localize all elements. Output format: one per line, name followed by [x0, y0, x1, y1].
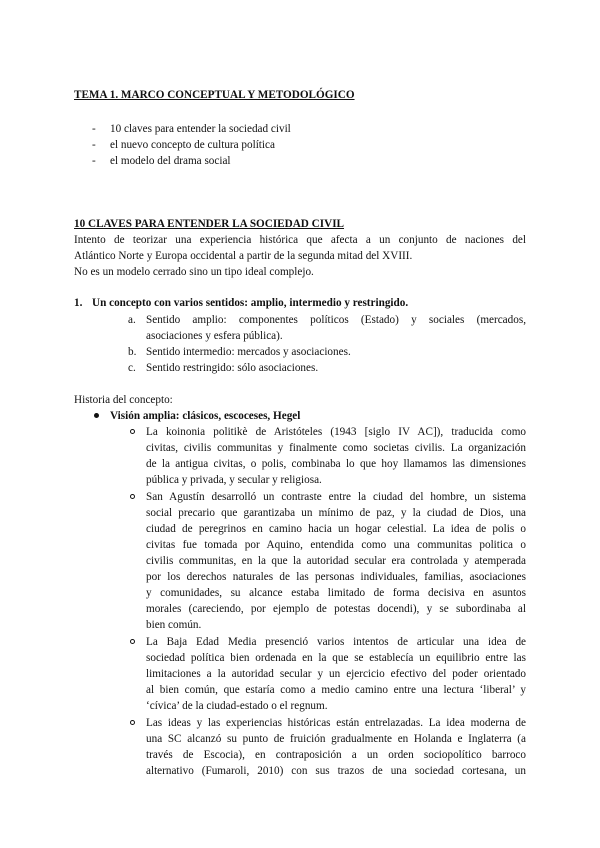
list-item: Sentido amplio: componentes políticos (Estado) y sociales (mercados,	[146, 314, 526, 326]
history-label: Historia del concepto:	[74, 394, 173, 406]
list-item: el nuevo concepto de cultura política	[110, 139, 275, 151]
paragraph-line: por los derechos naturales de las personas individuales, familias, asociaciones	[146, 571, 526, 583]
paragraph-line: una SC alcanzó su punto de fruición gradualmente en Holanda e Inglaterra (a	[146, 733, 526, 745]
intro-text: Intento de teorizar una experiencia histórica que afecta a un conjunto de naciones del	[74, 234, 526, 246]
paragraph-line: civitas fue tomada por Aquino, entendida como una communitas politica o	[146, 539, 526, 551]
paragraph-line: sociedad política bien ordenada en la que se establecía un equilibrio entre las	[146, 652, 526, 664]
paragraph-line: civilis communitas, en la que la autoridad secular era controlada y atemperada	[146, 555, 526, 567]
item-letter: a.	[128, 314, 136, 326]
paragraph-line: ‘cívica’ de la ciudad-estado o el regnum.	[146, 700, 328, 712]
paragraph-line: y comunidades, su alcance estaba limitado de forma decisiva en asuntos	[146, 587, 526, 599]
point-heading: Un concepto con varios sentidos: amplio, intermedio y restringido.	[92, 297, 409, 309]
list-item: Sentido restringido: sólo asociaciones.	[146, 362, 319, 374]
list-dash: -	[92, 155, 96, 167]
paragraph-line: Las ideas y las experiencias históricas están entrelazadas. La idea moderna de	[146, 717, 526, 729]
circle-bullet-icon	[130, 720, 135, 725]
paragraph-line: través de Escocia), en contraposición a un orden sociopolítico barroco	[146, 749, 526, 761]
circle-bullet-icon	[130, 494, 135, 499]
paragraph-line: social precario que garantizaba un mínimo de paz, y la ciudad de Dios, una	[146, 507, 526, 519]
intro-text: Atlántico Norte y Europa occidental a partir de la segunda mitad del XVIII.	[74, 250, 413, 262]
paragraph-line: civitas, civilis communitas y finalmente como societas civilis. La organización	[146, 442, 526, 454]
section-heading: 10 CLAVES PARA ENTENDER LA SOCIEDAD CIVIL	[74, 218, 345, 230]
point-number: 1.	[74, 297, 83, 309]
list-item: el modelo del drama social	[110, 155, 231, 167]
item-letter: b.	[128, 346, 137, 358]
paragraph-line: alternativo (Fumaroli, 2010) con sus trazos de una sociedad cortesana, un	[146, 765, 526, 777]
paragraph-line: morales (careciendo, por ejemplo de potestas docendi), y se subordinaba al	[146, 603, 526, 615]
paragraph-line: San Agustín desarrolló un contraste entre la ciudad del hombre, un sistema	[146, 491, 526, 503]
list-item: Sentido intermedio: mercados y asociaciones.	[146, 346, 351, 358]
list-item: 10 claves para entender la sociedad civil	[110, 123, 291, 135]
paragraph-line: bien común.	[146, 619, 202, 631]
paragraph-line: La Baja Edad Media presenció varios intentos de articular una idea de	[146, 636, 526, 648]
list-item: asociaciones y esfera pública).	[146, 330, 283, 342]
paragraph-line: al bien común, que estaría como a medio camino entre una lectura ‘liberal’ y	[146, 684, 526, 696]
bullet-heading: Visión amplia: clásicos, escoceses, Hegel	[110, 410, 301, 422]
circle-bullet-icon	[130, 639, 135, 644]
list-dash: -	[92, 123, 96, 135]
paragraph-line: de la antigua civitas, o polis, combinaba lo que hoy llamamos las dimensiones	[146, 458, 526, 470]
list-dash: -	[92, 139, 96, 151]
bullet-icon	[94, 413, 99, 418]
circle-bullet-icon	[130, 429, 135, 434]
page-title: TEMA 1. MARCO CONCEPTUAL Y METODOLÓGICO	[74, 89, 355, 101]
paragraph-line: pública y privada, y secular y religiosa.	[146, 474, 322, 486]
paragraph-line: La koinonia politikè de Aristóteles (1943 [siglo IV AC]), traducida como	[146, 426, 526, 438]
item-letter: c.	[128, 362, 136, 374]
paragraph-line: ciudad de peregrinos en camino hacia un hogar celestial. La idea de polis o	[146, 523, 526, 535]
paragraph-line: limitaciones a la autoridad secular y un ejercicio efectivo del poder orientado	[146, 668, 526, 680]
intro-text: No es un modelo cerrado sino un tipo ideal complejo.	[74, 266, 314, 278]
